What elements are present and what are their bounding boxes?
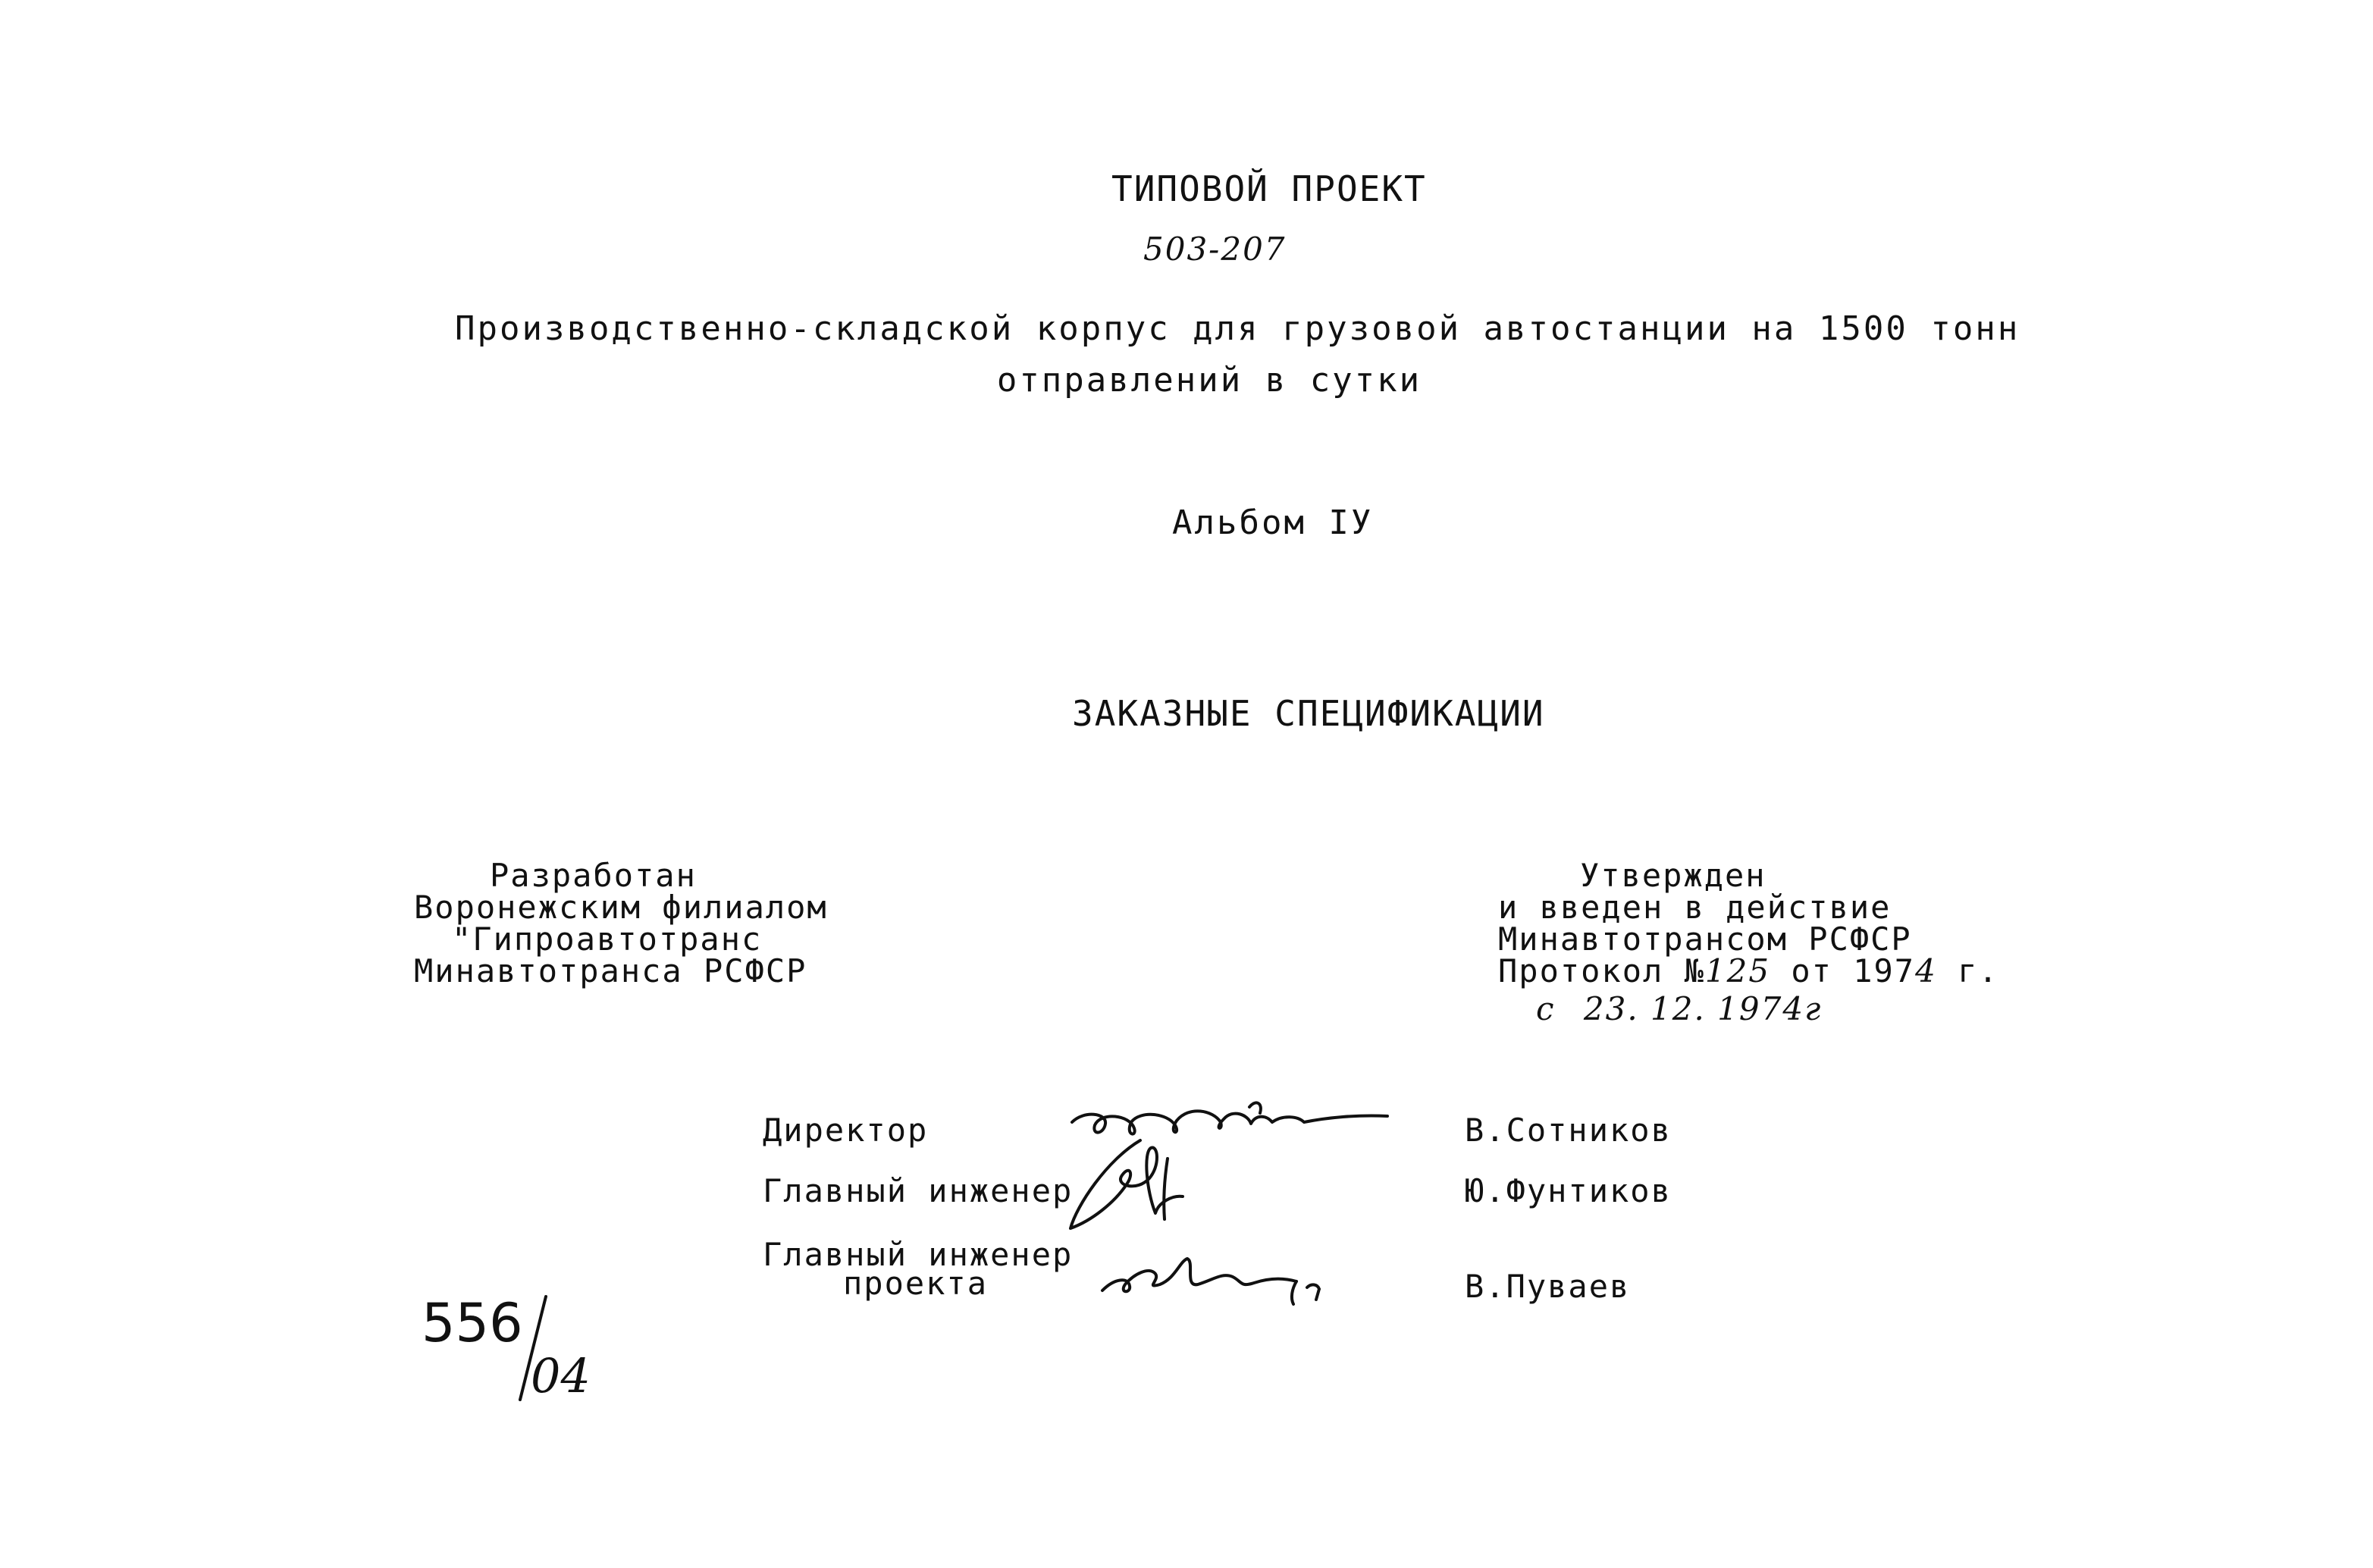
signatory-position: Главный инженер [763, 1236, 1074, 1273]
approval-line: Утвержден [1580, 857, 1766, 894]
developer-line: Воронежским филиалом [414, 889, 828, 926]
project-name-line-1: Производственно-складской корпус для грузовой автостанции на 1500 тонн [455, 309, 2020, 348]
signatory-name: Ю.Фунтиков [1465, 1172, 1672, 1209]
archive-sub-number: 04 [531, 1348, 591, 1403]
date-prefix: с [1536, 990, 1556, 1027]
project-engineer-signature-icon [1092, 1243, 1357, 1312]
developer-line: Разработан [490, 857, 697, 894]
project-name-line-2: отправлений в сутки [996, 361, 1422, 400]
protocol-number: 125 [1704, 952, 1771, 989]
project-number: 503-207 [1143, 230, 1287, 268]
approval-line: и введен в действие [1498, 889, 1892, 926]
signatory-position: Главный инженер [763, 1172, 1074, 1209]
signatory-name: В.Сотников [1465, 1112, 1672, 1149]
approval-date [1498, 990, 1999, 1027]
developer-block [414, 857, 828, 989]
protocol-prefix: Протокол № [1498, 952, 1705, 989]
signatory-position: Директор [763, 1112, 929, 1149]
chief-engineer-signature-icon [1061, 1130, 1228, 1243]
protocol-suffix: г. [1958, 952, 1999, 989]
approval-line: Минавтотрансом РСФСР [1498, 920, 1912, 958]
approval-block [1498, 857, 1999, 1027]
album-number: Альбом IУ [1172, 503, 1374, 542]
archive-number: 556 [422, 1292, 523, 1354]
developer-line: "Гипроавтотранс [452, 920, 763, 958]
protocol-year-digit: 4 [1915, 952, 1937, 989]
signatory-position: проекта [843, 1265, 989, 1302]
document-title: ТИПОВОЙ ПРОЕКТ [1111, 168, 1427, 209]
protocol-mid: от 197 [1791, 952, 1916, 989]
protocol-line [1498, 952, 1999, 989]
section-title: ЗАКАЗНЫЕ СПЕЦИФИКАЦИИ [1072, 693, 1545, 734]
date-value: 23. 12. 1974г [1583, 990, 1823, 1027]
signatory-name: В.Пуваев [1465, 1268, 1631, 1305]
developer-line: Минавтотранса РСФСР [414, 952, 807, 989]
